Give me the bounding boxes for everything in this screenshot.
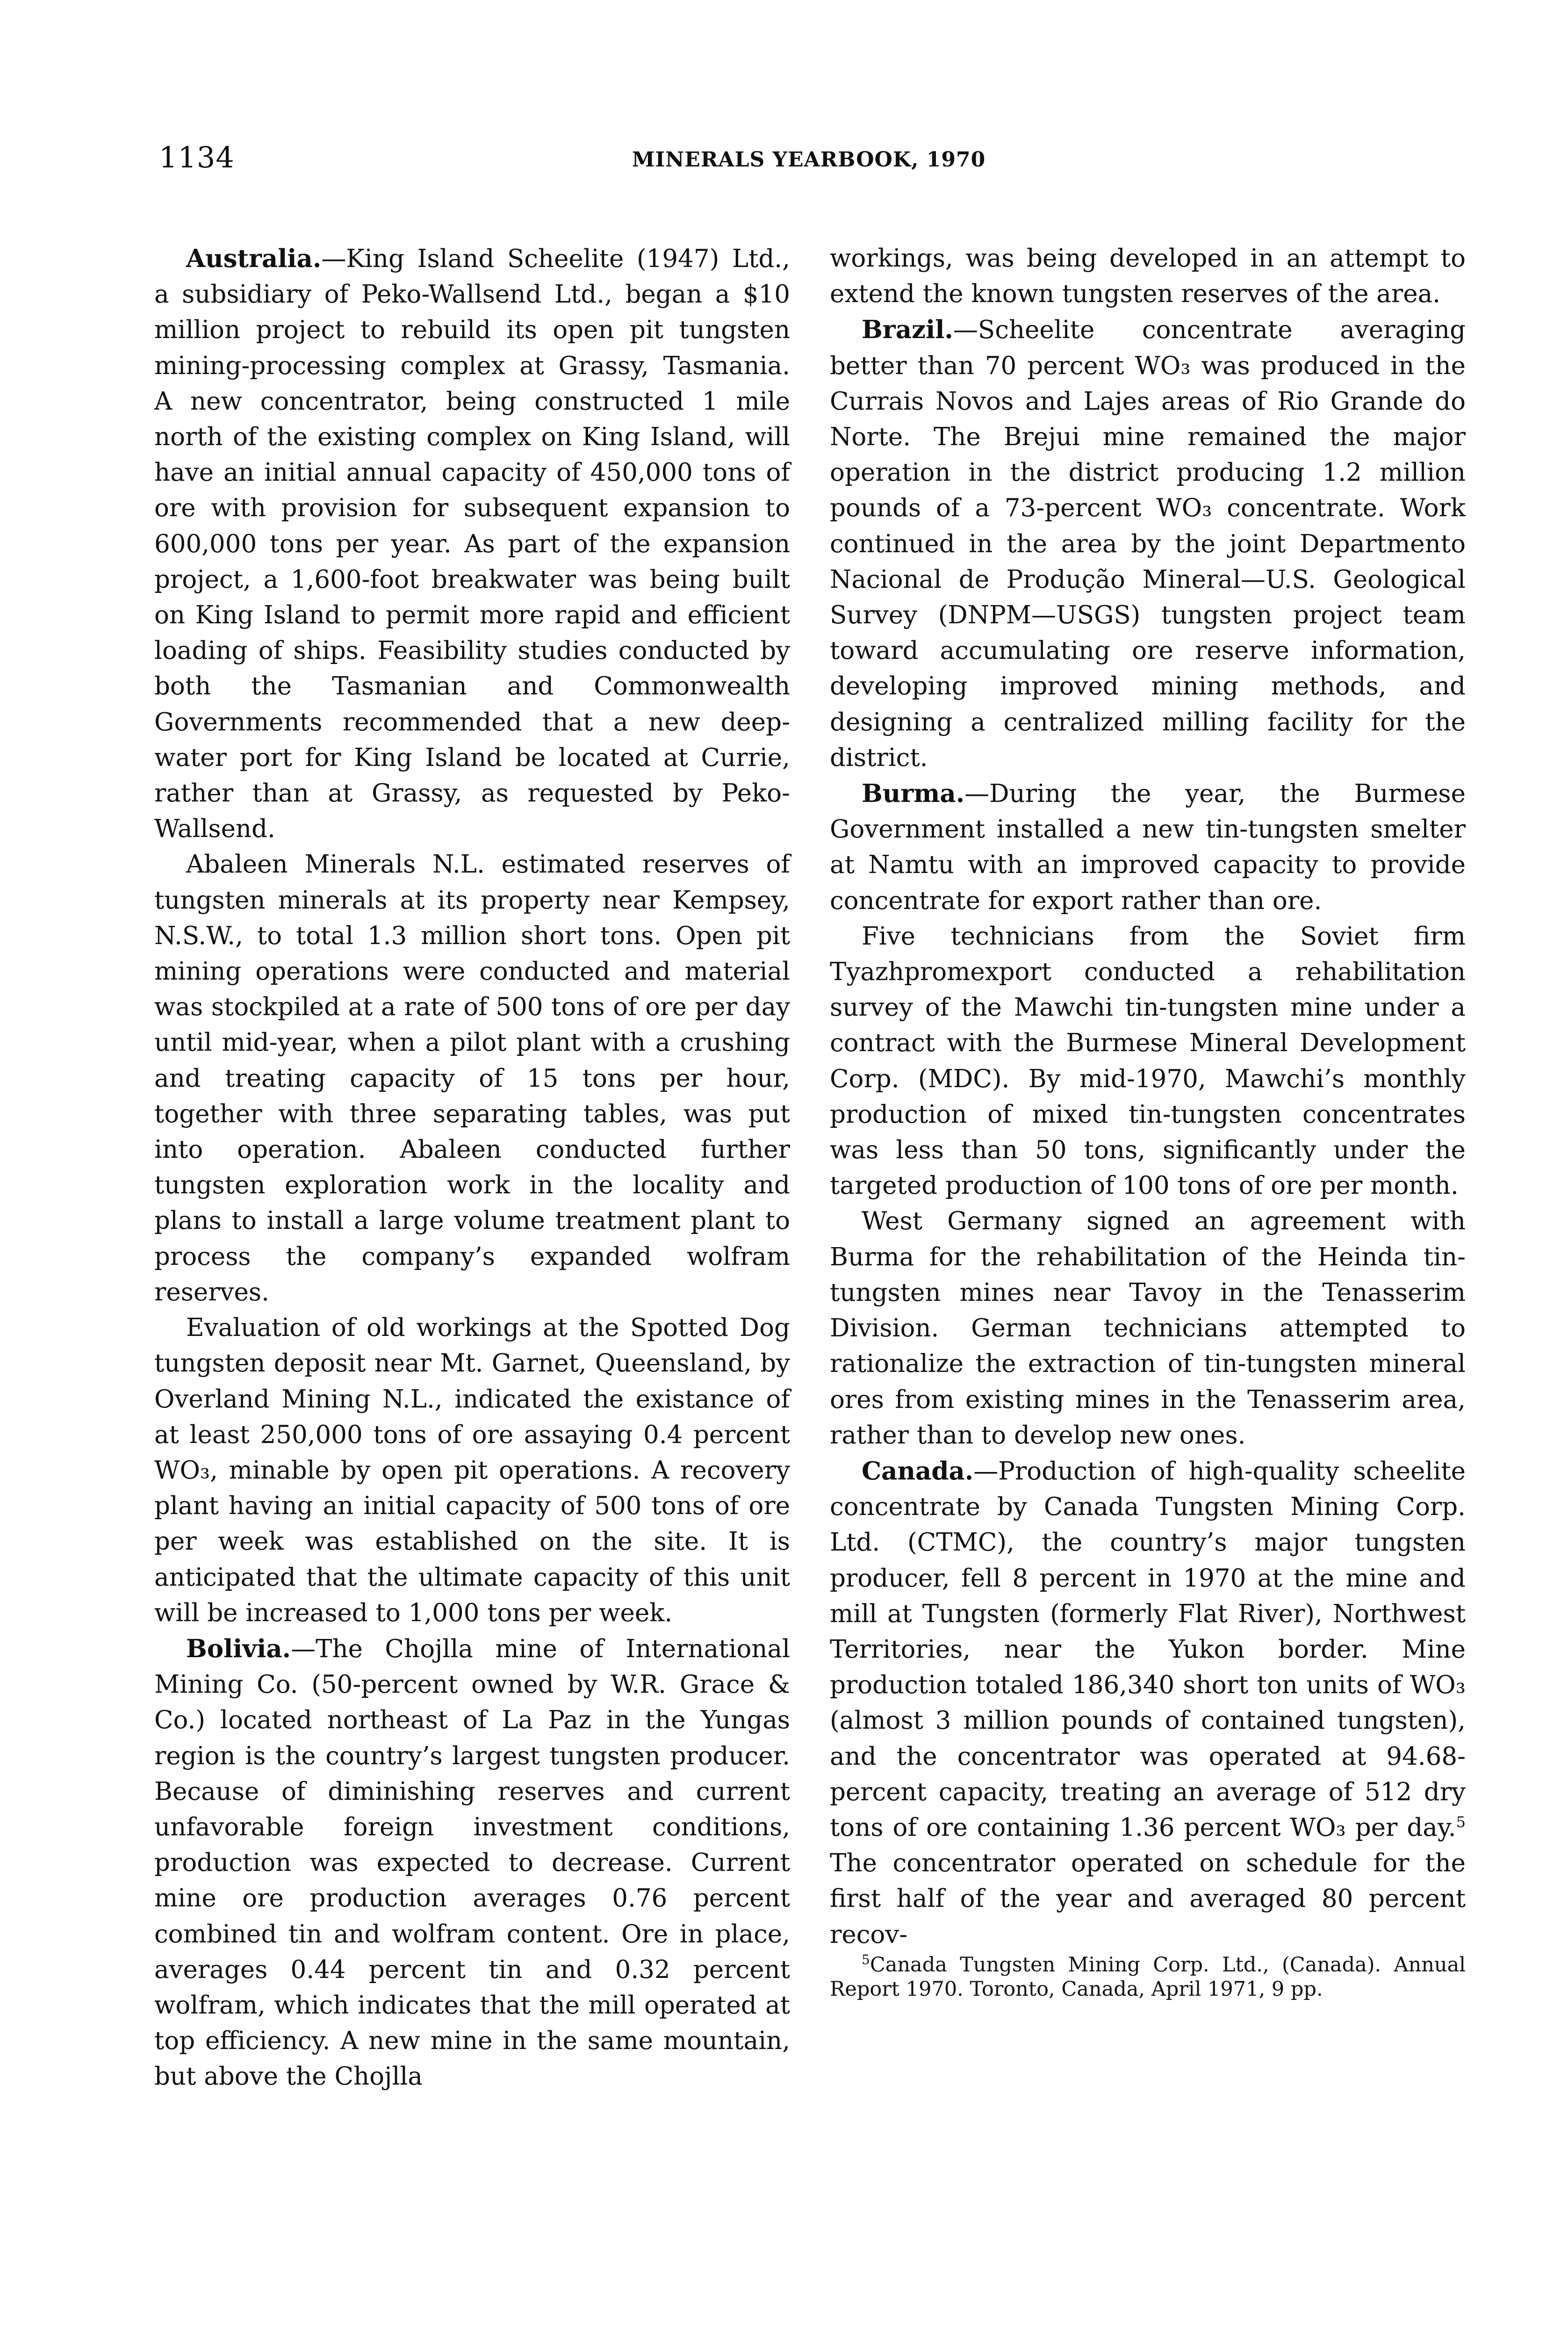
section-lead-brazil: Brazil. [862, 315, 953, 345]
paragraph-bolivia-continued: workings, was being developed in an attempt to extend the known tungsten reserves of the area. [830, 244, 1466, 309]
footnote-mark: 5 [862, 1952, 870, 1968]
page-number: 1134 [159, 140, 235, 174]
paragraph-text-continued: The concentrator operated on schedule for the first half of the year and averaged 80 percent recov- [830, 1849, 1466, 1949]
paragraph-text: —King Island Scheelite (1947) Ltd., a subsidiary of Peko-Wallsend Ltd., began a $10 million project to rebuild its open pit tungsten mining-processing complex at Grassy, Tasmania. A new concentrator, being constructed 1 mile north of the existing complex on King Island, will have an initial annual capacity of 450,000 tons of ore with provision for subsequent expansion to 600,000 tons per year. As part of the expansion project, a 1,600-foot breakwater was being built on King Island to permit more rapid and efficient loading of ships. Feasibility studies conducted by both the Tasmanian and Commonwealth Governments recommended that a new deep-water port for King Island be located at Currie, rather than at Grassy, as requested by Peko-Wallsend. [154, 245, 790, 844]
paragraph-text: —Production of high-quality scheelite concentrate by Canada Tungsten Mining Corp. Ltd. (CTMC), the country’s major tungsten producer, fell 8 percent in 1970 at the mine and mill at Tungsten (formerly Flat River), Northwest Territories, near the Yukon border. Mine production totaled 186,340 short ton units of WO₃ (almost 3 million pounds of contained tungsten), and the concentrator was operated at 94.68-percent capacity, treating an average of 512 dry tons of ore containing 1.36 percent WO₃ per day. [830, 1457, 1466, 1842]
paragraph-mawchi: Five technicians from the Soviet firm Tyazhpromexport conducted a rehabilitation survey of the Mawchi tin-tungsten mine under a contract with the Burmese Mineral Development Corp. (MDC). By mid-1970, Mawchi’s monthly production of mixed tin-tungsten concentrates was less than 50 tons, significantly under the targeted production of 100 tons of ore per month. [830, 922, 1466, 1200]
footnote [830, 1953, 1466, 2001]
paragraph-abaleen: Abaleen Minerals N.L. estimated reserves of tungsten minerals at its property near Kempsey, N.S.W., to total 1.3 million short tons. Open pit mining operations were conducted and material was stockpiled at a rate of 500 tons of ore per day until mid-year, when a pilot plant with a crushing and treating capacity of 15 tons per hour, together with three separating tables, was put into operation. Abaleen conducted further tungsten exploration work in the locality and plans to install a large volume treatment plant to process the company’s expanded wolfram reserves. [154, 850, 790, 1306]
paragraph-text: —The Chojlla mine of International Mining Co. (50-percent owned by W.R. Grace & Co.) located northeast of La Paz in the Yungas region is the country’s largest tungsten producer. Because of diminishing reserves and current unfavorable foreign investment conditions, production was expected to decrease. Current mine ore production averages 0.76 percent combined tin and wolfram content. Ore in place, averages 0.44 percent tin and 0.32 percent wolfram, which indicates that the mill operated at top efficiency. A new mine in the same mountain, but above the Chojlla [154, 1634, 790, 2091]
paragraph-australia [154, 241, 790, 847]
paragraph-bolivia [154, 1631, 790, 2095]
right-column [830, 241, 1466, 2001]
page-header [159, 140, 1459, 182]
section-lead-burma: Burma. [862, 779, 965, 808]
paragraph-burma [830, 776, 1466, 919]
footnote-reference: 5 [1456, 1813, 1466, 1831]
section-lead-australia: Australia. [186, 244, 322, 273]
section-lead-bolivia: Bolivia. [186, 1634, 291, 1663]
paragraph-spotted-dog: Evaluation of old workings at the Spotted Dog tungsten deposit near Mt. Garnet, Queensland, by Overland Mining N.L., indicated the existance of at least 250,000 tons of ore assaying 0.4 percent WO₃, minable by open pit operations. A recovery plant having an initial capacity of 500 tons of ore per week was established on the site. It is anticipated that the ultimate capacity of this unit will be increased to 1,000 tons per week. [154, 1313, 790, 1627]
paragraph-brazil [830, 312, 1466, 776]
footnote-text: Canada Tungsten Mining Corp. Ltd., (Canada). Annual Report 1970. Toronto, Canada, April 1971, 9 pp. [830, 1953, 1466, 2001]
paragraph-west-germany: West Germany signed an agreement with Burma for the rehabilitation of the Heinda tin-tungsten mines near Tavoy in the Tenasserim Division. German technicians attempted to rationalize the extraction of tin-tungsten mineral ores from existing mines in the Tenasserim area, rather than to develop new ones. [830, 1207, 1466, 1450]
left-column [154, 241, 790, 2095]
paragraph-canada [830, 1453, 1466, 1953]
paragraph-text: —During the year, the Burmese Government installed a new tin-tungsten smelter at Namtu with an improved capacity to provide concentrate for export rather than ore. [830, 779, 1466, 915]
section-lead-canada: Canada. [862, 1456, 974, 1486]
paragraph-text: —Scheelite concentrate averaging better than 70 percent WO₃ was produced in the Currais Novos and Lajes areas of Rio Grande do Norte. The Brejui mine remained the major operation in the district producing 1.2 million pounds of a 73-percent WO₃ concentrate. Work continued in the area by the joint Departmento Nacional de Produção Mineral—U.S. Geological Survey (DNPM—USGS) tungsten project team toward accumulating ore reserve information, developing improved mining methods, and designing a centralized milling facility for the district. [830, 316, 1466, 772]
running-title: MINERALS YEARBOOK, 1970 [632, 148, 986, 172]
